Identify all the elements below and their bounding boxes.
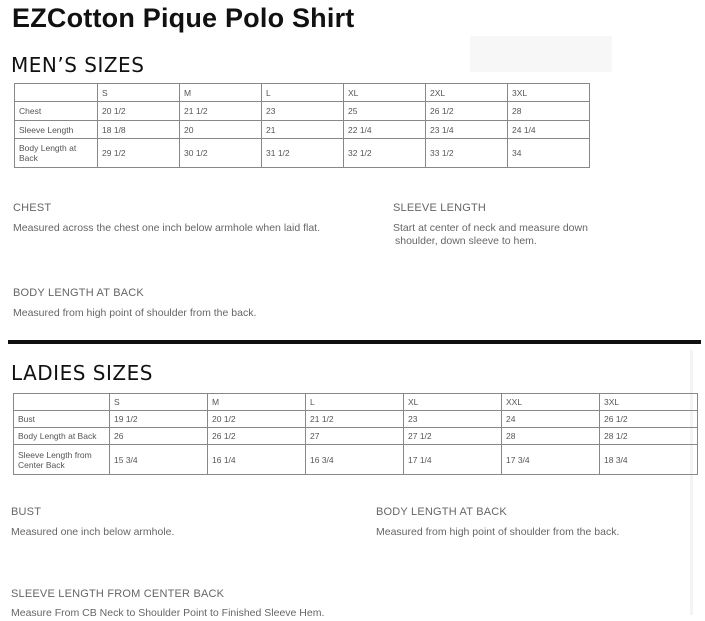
table-cell: 20 bbox=[180, 121, 262, 139]
table-cell: 26 1/2 bbox=[600, 411, 698, 428]
chest-note-text: Measured across the chest one inch below armhole when laid flat. bbox=[13, 222, 321, 234]
header-cell: M bbox=[180, 84, 262, 102]
table-cell: 19 1/2 bbox=[110, 411, 208, 428]
header-cell: S bbox=[98, 84, 180, 102]
ladies-body-length-note-text: Measured from high point of shoulder from the back. bbox=[376, 526, 620, 538]
table-cell: 18 1/8 bbox=[98, 121, 180, 139]
header-cell: 2XL bbox=[426, 84, 508, 102]
table-cell: 30 1/2 bbox=[180, 139, 262, 168]
sleeve-length-note-line-2: shoulder, down sleeve to hem. bbox=[395, 235, 537, 247]
table-header-row bbox=[14, 394, 698, 411]
body-length-note-text: Measured from high point of shoulder from the back. bbox=[13, 307, 257, 319]
header-cell bbox=[14, 394, 110, 411]
header-cell: XXL bbox=[502, 394, 600, 411]
background-watermark-area bbox=[470, 36, 612, 72]
table-cell: 28 bbox=[502, 428, 600, 445]
header-cell: 3XL bbox=[508, 84, 590, 102]
table-cell: 26 bbox=[110, 428, 208, 445]
header-cell: XL bbox=[344, 84, 426, 102]
table-cell: 31 1/2 bbox=[262, 139, 344, 168]
table-cell: 28 bbox=[508, 102, 590, 121]
table-cell: 25 bbox=[344, 102, 426, 121]
table-cell: 29 1/2 bbox=[98, 139, 180, 168]
ladies-body-length-note-heading: BODY LENGTH AT BACK bbox=[376, 506, 507, 518]
table-cell: 27 bbox=[306, 428, 404, 445]
sleeve-length-note-line-1: Start at center of neck and measure down bbox=[393, 222, 588, 234]
table-cell: 21 1/2 bbox=[180, 102, 262, 121]
table-cell: 34 bbox=[508, 139, 590, 168]
row-label-line: Center Back bbox=[18, 459, 65, 470]
table-cell: 23 1/4 bbox=[426, 121, 508, 139]
table-cell: 27 1/2 bbox=[404, 428, 502, 445]
sleeve-length-note-heading: SLEEVE LENGTH bbox=[393, 202, 487, 214]
row-label bbox=[15, 139, 98, 168]
table-cell: 20 1/2 bbox=[208, 411, 306, 428]
table-cell: 18 3/4 bbox=[600, 445, 698, 475]
ladies-size-table bbox=[13, 393, 698, 475]
row-label bbox=[14, 445, 110, 475]
mens-sizes-heading: MEN’S SIZES bbox=[11, 53, 145, 77]
table-cell: 24 1/4 bbox=[508, 121, 590, 139]
table-row bbox=[15, 139, 590, 168]
table-cell: 32 1/2 bbox=[344, 139, 426, 168]
body-length-note-heading: BODY LENGTH AT BACK bbox=[13, 287, 144, 299]
mens-size-table bbox=[14, 83, 590, 168]
table-cell: 21 1/2 bbox=[306, 411, 404, 428]
table-cell: 23 bbox=[404, 411, 502, 428]
row-label: Sleeve Length bbox=[15, 121, 98, 139]
table-row bbox=[14, 445, 698, 475]
row-label: Chest bbox=[15, 102, 98, 121]
table-cell: 22 1/4 bbox=[344, 121, 426, 139]
ladies-sizes-heading: LADIES SIZES bbox=[11, 361, 153, 385]
table-row bbox=[14, 411, 698, 428]
table-cell: 15 3/4 bbox=[110, 445, 208, 475]
header-cell: L bbox=[306, 394, 404, 411]
table-cell: 16 1/4 bbox=[208, 445, 306, 475]
row-label-line: Body Length at bbox=[19, 143, 77, 153]
page-title: EZCotton Pique Polo Shirt bbox=[12, 3, 355, 33]
header-cell: XL bbox=[404, 394, 502, 411]
header-cell: L bbox=[262, 84, 344, 102]
table-cell: 23 bbox=[262, 102, 344, 121]
header-cell: M bbox=[208, 394, 306, 411]
table-cell: 16 3/4 bbox=[306, 445, 404, 475]
bust-note-heading: BUST bbox=[11, 506, 42, 518]
row-label-line: Back bbox=[19, 153, 38, 163]
ladies-sleeve-note-text: Measure From CB Neck to Shoulder Point to Finished Sleeve Hem. bbox=[11, 607, 325, 619]
table-cell: 17 1/4 bbox=[404, 445, 502, 475]
table-cell: 28 1/2 bbox=[600, 428, 698, 445]
table-header-row bbox=[15, 84, 590, 102]
table-cell: 26 1/2 bbox=[426, 102, 508, 121]
table-cell: 26 1/2 bbox=[208, 428, 306, 445]
header-cell: S bbox=[110, 394, 208, 411]
table-cell: 33 1/2 bbox=[426, 139, 508, 168]
table-row bbox=[14, 428, 698, 445]
header-cell bbox=[15, 84, 98, 102]
table-cell: 24 bbox=[502, 411, 600, 428]
table-row bbox=[15, 102, 590, 121]
row-label: Bust bbox=[14, 411, 110, 428]
row-label: Body Length at Back bbox=[14, 428, 110, 445]
table-cell: 17 3/4 bbox=[502, 445, 600, 475]
section-divider bbox=[8, 340, 701, 344]
ladies-sleeve-note-heading: SLEEVE LENGTH FROM CENTER BACK bbox=[11, 588, 225, 600]
bust-note-text: Measured one inch below armhole. bbox=[11, 526, 175, 538]
chest-note-heading: CHEST bbox=[13, 202, 52, 214]
table-cell: 20 1/2 bbox=[98, 102, 180, 121]
table-row bbox=[15, 121, 590, 139]
page-edge-shade bbox=[690, 350, 693, 615]
table-cell: 21 bbox=[262, 121, 344, 139]
row-label-line: Sleeve Length from bbox=[18, 449, 92, 460]
header-cell: 3XL bbox=[600, 394, 698, 411]
